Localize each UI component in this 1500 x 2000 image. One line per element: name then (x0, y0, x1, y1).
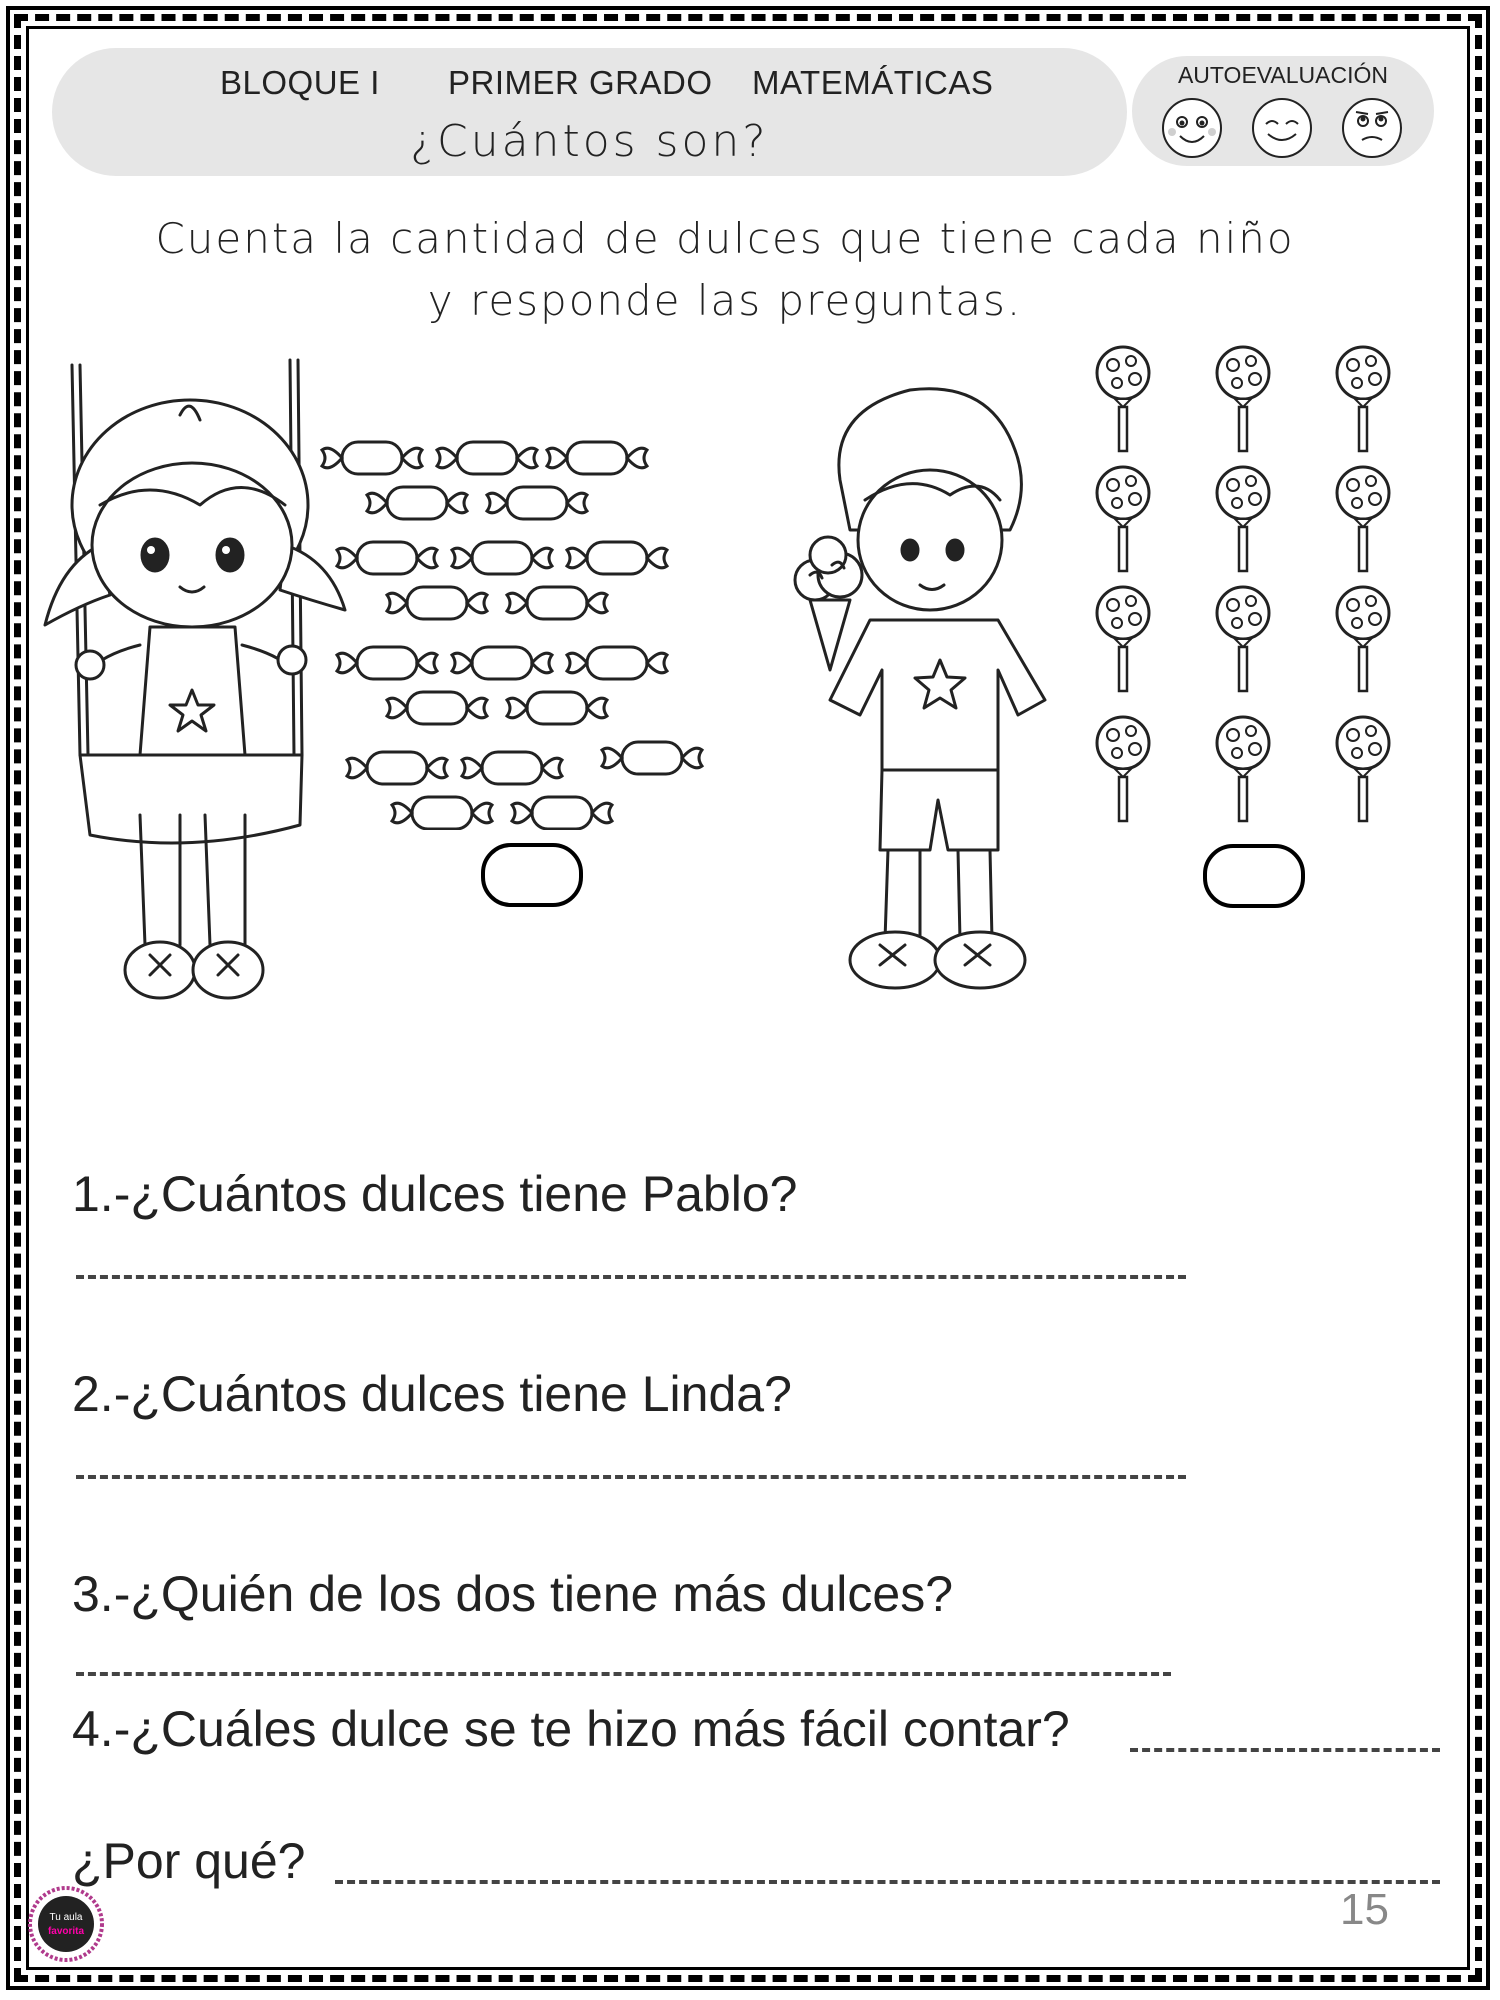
lollipop-icon (1337, 467, 1389, 571)
header-grado: PRIMER GRADO (448, 64, 713, 101)
autoevaluacion-panel (1132, 56, 1434, 166)
wrapped-candy-icon (347, 752, 447, 784)
wrapped-candy-icon (387, 587, 487, 619)
question-3: 3.-¿Quién de los dos tiene más dulces? (72, 1566, 954, 1622)
lollipop-icon (1097, 467, 1149, 571)
wrapped-candy-icon (602, 742, 702, 774)
page-number: 15 (1340, 1885, 1389, 1934)
logo-text-top: Tu aula (49, 1912, 83, 1923)
wrapped-candy-icon (322, 442, 422, 474)
worksheet-title: ¿Cuántos son? (410, 116, 769, 167)
wrapped-candy-icon (462, 752, 562, 784)
girl-on-swing-icon (30, 355, 370, 1015)
wrapped-candy-icon (392, 797, 492, 829)
lollipop-icon (1217, 587, 1269, 691)
boy-with-ice-cream-icon (770, 370, 1070, 1010)
candy-count-box[interactable] (480, 842, 584, 908)
lollipop-icon (1217, 467, 1269, 571)
lollipop-icon (1337, 587, 1389, 691)
worried-face-icon[interactable] (1340, 96, 1404, 160)
instructions-line-1: Cuenta la cantidad de dulces que tiene cada niño (155, 214, 1295, 263)
lollipop-icon (1097, 587, 1149, 691)
wrapped-candy-icon (387, 692, 487, 724)
happy-face-icon[interactable] (1160, 96, 1224, 160)
lollipop-icon (1097, 347, 1149, 451)
lollipop-icon (1337, 717, 1389, 821)
lollipop-icon (1217, 347, 1269, 451)
answer-line-4[interactable] (1130, 1748, 1440, 1752)
lollipop-icon (1097, 717, 1149, 821)
candy-group (320, 430, 780, 830)
wrapped-candy-icon (437, 442, 537, 474)
lollipop-icon (1337, 347, 1389, 451)
lollipop-group (1080, 340, 1410, 840)
answer-line-3[interactable] (76, 1672, 1171, 1676)
autoevaluacion-label: AUTOEVALUACIÓN (1177, 62, 1389, 88)
wrapped-candy-icon (367, 487, 467, 519)
answer-line-1[interactable] (76, 1275, 1186, 1279)
lollipop-count-box[interactable] (1202, 843, 1306, 909)
lollipop-icon (1217, 717, 1269, 821)
answer-line-5[interactable] (335, 1880, 1440, 1884)
wrapped-candy-icon (452, 542, 552, 574)
wrapped-candy-icon (452, 647, 552, 679)
smiling-face-icon[interactable] (1250, 96, 1314, 160)
header-materia: MATEMÁTICAS (752, 64, 994, 101)
wrapped-candy-icon (337, 542, 437, 574)
wrapped-candy-icon (547, 442, 647, 474)
wrapped-candy-icon (567, 542, 667, 574)
wrapped-candy-icon (507, 692, 607, 724)
instructions-line-2: y responde las preguntas. (427, 276, 1023, 325)
header-bloque: BLOQUE I (220, 64, 380, 101)
question-5: ¿Por qué? (72, 1833, 306, 1889)
tu-aula-favorita-logo (28, 1886, 104, 1962)
wrapped-candy-icon (567, 647, 667, 679)
worksheet-header (52, 48, 1127, 176)
wrapped-candy-icon (512, 797, 612, 829)
wrapped-candy-icon (507, 587, 607, 619)
question-1: 1.-¿Cuántos dulces tiene Pablo? (72, 1166, 798, 1222)
wrapped-candy-icon (487, 487, 587, 519)
question-2: 2.-¿Cuántos dulces tiene Linda? (72, 1366, 792, 1422)
answer-line-2[interactable] (76, 1475, 1186, 1479)
logo-text-bottom: favorita (47, 1926, 85, 1937)
question-4: 4.-¿Cuáles dulce se te hizo más fácil contar? (72, 1701, 1070, 1757)
instructions (150, 208, 1300, 332)
wrapped-candy-icon (337, 647, 437, 679)
